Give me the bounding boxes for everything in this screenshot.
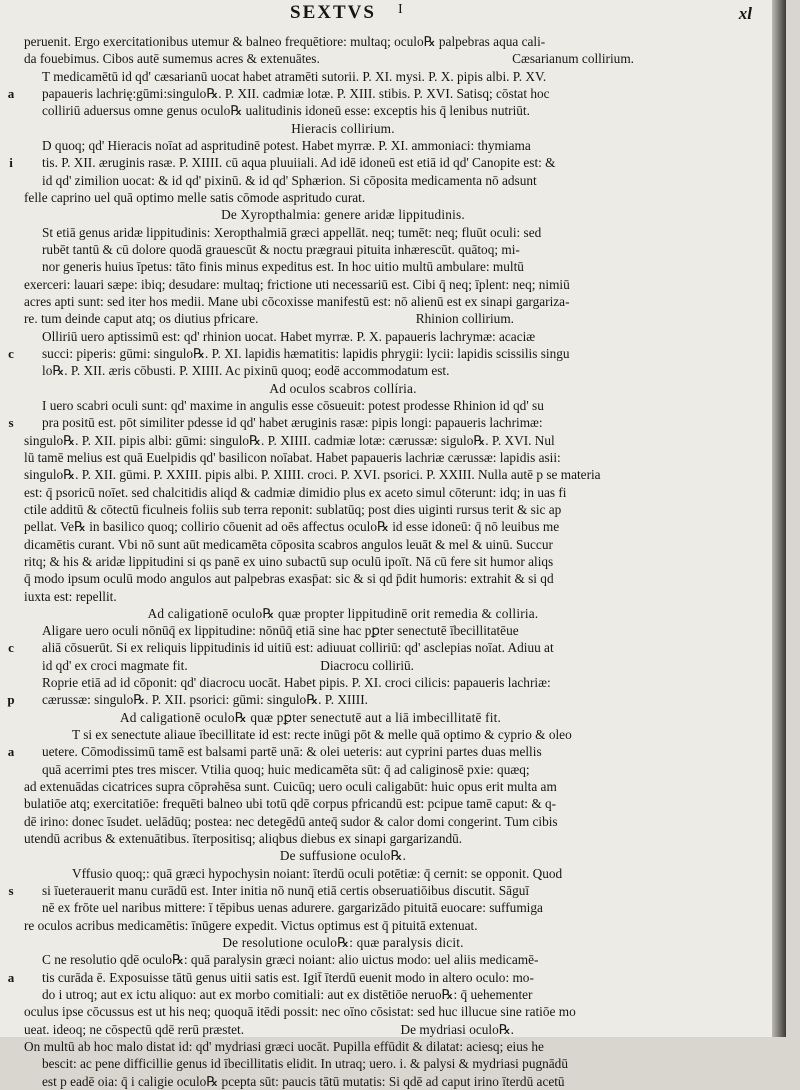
section-heading: De mydriasi oculo℞. bbox=[400, 1021, 514, 1037]
text-block bbox=[7, 33, 662, 1090]
text-line: I uero scabri oculi sunt: qd' maxime in angulis esse cōsueuit: potest prodesse Rhinion id qd' su bbox=[42, 397, 544, 413]
section-heading: Cæsarianum collirium. bbox=[512, 51, 634, 67]
text-line: colliriū aduersus omne genus oculo℞ ualitudinis idoneū esse: exceptis his q̄ lenibus nutriūt. bbox=[42, 103, 530, 119]
margin-letter: a bbox=[7, 744, 15, 760]
text-line: On multū ab hoc malo distat id: qd' mydriasi græci uocāt. Pupilla effūdit & dilatat: aciesq; eius he bbox=[24, 1039, 544, 1055]
text-line: q̄ modo ipsum oculū modo angulos aut palpebras exasp̄at: sic & si qd p̄dit humoris: extrahit & si qd bbox=[24, 571, 554, 587]
text-line-part: aliā cōsuerūt. Si ex reliquis lippitudinis id uitiū est: adiuuat colliriū: qd' asclepias noīat. Adiuu at bbox=[42, 640, 554, 656]
text-line: rubēt tantū & cū dolore quodā grauescūt & noctu prægraui pituita inhærescūt. quātoq; mi- bbox=[42, 241, 520, 257]
text-line: do i utroq; aut ex ictu aliquo: aut ex morbo comitiali: aut ex distētiōe neruo℞: q̄ uehementer bbox=[42, 987, 533, 1003]
section-heading: Ad caligationē oculo℞ quæ propter lippitudinē orit remedia & colliria. bbox=[147, 605, 539, 621]
text-line-part: pra positū est. pōt similiter pdesse id qd' habet æruginis rasæ: pipis longi: papaueris lachrimæ: bbox=[42, 415, 543, 431]
text-line: est: q̄ psoricū noīet. sed chalcitidis aliqd & cadmiæ dimidio plus ex aceto simul cōterunt: idq; in uas fi bbox=[24, 484, 567, 500]
text-line-part: papaueris lachrię:gūmi:singulo℞. P. XII. cadmiæ lotæ. P. XIII. stibis. P. XVI. Satisq; cōstat hoc bbox=[42, 85, 550, 101]
text-line: peruenit. Ergo exercitationibus utemur & balneo frequētiore: multaq; oculo℞ palpebras aqua cali- bbox=[24, 34, 546, 49]
text-line: ctile additū & cōtectū ficulneis foliis sub terra reponit: sublatūq; post dies uiginti rursus terit & sic ap bbox=[24, 501, 562, 517]
text-line-part: ueat. ideoq; ne cōspectū qdē rerū præstet. bbox=[24, 1021, 245, 1037]
text-line: Aligare uero oculi nōnūq̄ ex lippitudine: nōnūq̄ etiā sine hac pꝑter senectutē ībecillitatēue bbox=[42, 623, 519, 639]
book-spine bbox=[772, 0, 786, 1037]
section-heading: Rhinion collirium. bbox=[415, 311, 514, 327]
text-line: ad extenuādas cicatrices supra cōprəhēsa sunt. Cuicūq; uero oculi caligabūt: huic opus erit multa am bbox=[24, 779, 557, 795]
text-line bbox=[7, 969, 662, 986]
margin-letter: p bbox=[7, 692, 15, 708]
text-line: iuxta est: repellit. bbox=[24, 588, 117, 604]
text-line: Olliriū uero aptissimū est: qd' rhinion uocat. Habet myrræ. P. X. papaueris lachrymæ: acaciæ bbox=[42, 328, 536, 344]
section-heading: Hieracis collirium. bbox=[291, 120, 395, 136]
text-line-part: succi: piperis: gūmi: singulo℞. P. XI. lapidis hæmatitis: lapidis phrygii: lycii: lapidis scissilis singu bbox=[42, 345, 570, 361]
text-line-part: si īueterauerit manu curādū est. Inter initia nō nunq̄ etiā certis obseruatiōibus discutit. Sāguī bbox=[42, 883, 530, 899]
text-line bbox=[7, 85, 662, 102]
margin-letter: a bbox=[7, 969, 15, 985]
text-line: nē ex frōte uel naribus mittere: ī tēpibus uenas adurere. gargarizādo pituitā euocare: suffumiga bbox=[42, 900, 543, 916]
text-line: singulo℞. P. XII. pipis albi: gūmi: singulo℞. P. XIIII. cadmiæ lotæ: cærussæ: sigulo℞. P. XVI. Nul bbox=[24, 432, 555, 448]
text-line: T si ex senectute aliaue ībecillitate id est: recte inūgi pōt & melle quā optimo & cyprio & oleo bbox=[72, 727, 572, 743]
section-heading: De suffusione oculo℞. bbox=[279, 848, 407, 864]
text-line bbox=[8, 639, 662, 656]
text-line: dē irino: donec īsudet. uelādūq; postea: nec detegēdū anteq̄ sudor & calor domi congerint. Tum cibis bbox=[24, 813, 558, 829]
text-line-part: uetere. Cōmodissimū tamē est balsami partē unā: & olei ueteris: aut cyprini partes duas mellis bbox=[42, 744, 542, 760]
text-line: re oculos acribus medicamētis: īnūgere expedit. Victus optimus est q̄ pituitā extenuat. bbox=[24, 917, 478, 933]
text-line bbox=[24, 50, 662, 67]
text-line-part: tis. P. XII. æruginis rasæ. P. XIIII. cū aqua pluuiiali. Ad idē idoneū est etiā id qd' Canopite est: & bbox=[42, 155, 556, 171]
text-line: nor generis huius īpetus: tāto finis minus expeditus est. In hoc uitio multū ambulare: multū bbox=[42, 259, 524, 275]
text-line: bulatiōe atq; exercitatiōe: frequēti balneo ubi totū qdē corpus pfricandū est: pcipue tamē caput: & q- bbox=[24, 796, 557, 812]
text-line bbox=[7, 691, 662, 708]
text-line: lo℞. P. XII. æris cōbusti. P. XIIII. Ac pixinū quoq; eodē accommodatum est. bbox=[42, 363, 450, 379]
text-line: felle caprino uel quā optimo melle satis cōmode aspritudo curat. bbox=[24, 189, 366, 205]
text-line bbox=[7, 743, 662, 760]
text-line bbox=[24, 310, 662, 327]
text-line-part: tis curāda ē. Exposuisse tātū genus uitii satis est. Igit̄ īterdū euenit modo in altero oculo: mo- bbox=[42, 969, 534, 985]
running-head-mark: I bbox=[398, 2, 403, 17]
text-line: singulo℞. P. XII. gūmi. P. XXIII. pipis albi. P. XIIII. croci. P. XVI. psorici. P. XXIII. Nulla autē p se materia bbox=[24, 467, 601, 483]
section-heading: Ad oculos scabros collíria. bbox=[269, 380, 417, 396]
text-line: Roprie etiā ad id cōponit: qd' diacrocu uocāt. Habet pipis. P. XI. croci cilicis: papaueris lachriæ: bbox=[42, 675, 551, 691]
margin-letter: a bbox=[7, 85, 15, 101]
text-line: pellat. Ve℞ in basilico quoq; collirio cōuenit ad oēs affectus oculo℞ id esse idoneū: q̄ nō leuibus me bbox=[24, 519, 560, 535]
text-line: acres apti sunt: sed iter hos medii. Mane ubi cōcoxisse manifestū est: nō alienū est ex sinapi gargariza- bbox=[24, 293, 570, 309]
margin-letter: s bbox=[8, 415, 14, 431]
running-head: SEXTVS bbox=[290, 2, 376, 23]
text-line: C ne resolutio qdē oculo℞: quā paralysin græci noiant: alio uictus modo: uel aliis medicamē- bbox=[42, 952, 539, 968]
text-line: T medicamētū id qd' cæsarianū uocat habet atramēti sutorii. P. XI. mysi. P. X. pipis albi. P. XV. bbox=[42, 68, 547, 84]
text-line bbox=[24, 1021, 662, 1038]
text-line: exerceri: lauari sæpe: ibiq; desudare: multaq; frictione uti necessariū est. Cibi q̄ neq; īplent: neq; nimiū bbox=[24, 276, 570, 292]
section-heading: Diacrocu colliriū. bbox=[320, 657, 414, 673]
section-heading: De resolutione oculo℞: quæ paralysis dicit. bbox=[222, 935, 464, 951]
text-line-part: cærussæ: singulo℞. P. XII. psorici: gūmi: singulo℞. P. XIIII. bbox=[42, 692, 368, 708]
text-line: Vffusio quoq;: quā græci hypochysin noiant: īterdū oculi potētiæ: q̄ cernit: se opponit. Quod bbox=[72, 865, 563, 881]
text-line: quā acerrimi ptes tres miscer. Vtilia quoq; huic medicamēta sūt: q̄ ad caliginosē pxie: quæq; bbox=[42, 761, 530, 777]
text-line: D quoq; qd' Hieracis noīat ad aspritudinē potest. Habet myrræ. P. XI. ammoniaci: thymiama bbox=[42, 137, 531, 153]
text-line: oculus ipse cōcussus est ut his neq; quoquā itēdi possit: nec oīno cōsistat: sed huc illucue sine ratiōe mo bbox=[24, 1004, 576, 1020]
text-line-part: da fouebimus. Cibos autē sumemus acres & extenuātes. bbox=[24, 51, 320, 67]
text-line: lū tamē melius est quā Euelpidis qd' basilicon noīabat. Habet papaueris lachriæ cærussæ: lapidis asii: bbox=[24, 449, 561, 465]
text-line: id qd' zimilion uocat: & id qd' pixinū. & id qd' Sphærion. Si cōposita medicamenta nō adsunt bbox=[42, 172, 537, 188]
margin-letter: s bbox=[8, 883, 14, 899]
text-line-part: id qd' ex croci magmate fit. bbox=[42, 657, 188, 673]
margin-letter: i bbox=[9, 155, 13, 171]
text-line bbox=[8, 882, 662, 899]
folio-number: xl bbox=[738, 4, 752, 23]
margin-letter: c bbox=[8, 345, 14, 361]
text-line: St etiā genus aridæ lippitudinis: Xeropthalmiā græci appellāt. neq; tumēt: neq; fluūt oculi: sed bbox=[42, 224, 542, 240]
margin-letter: c bbox=[8, 640, 14, 656]
text-line bbox=[8, 414, 662, 431]
text-line: utendū acribus & extenuātibus. īterpositisq; aliqbus diebus ex sinapi gargarizandū. bbox=[24, 831, 463, 847]
text-line bbox=[9, 154, 662, 171]
text-line: bescit: ac pene difficillie genus id ībecillitatis elidit. In utraq; uero. i. & palysi & mydriasi pugnādū bbox=[42, 1056, 568, 1072]
text-line: est p eadē oia: q̄ i caligie oculo℞ pcepta sūt: paucis tātū mutatis: Si qdē ad caput irino īterdū acetū bbox=[42, 1073, 565, 1089]
text-line: ritq; & his & aridæ lippitudini si qs panē ex uino subactū sup oculū ipoīt. Nā cū fere sit humor aliqs bbox=[24, 553, 554, 569]
text-line bbox=[8, 345, 662, 362]
text-line-part: re. tum deinde caput atq; os diutius pfricare. bbox=[24, 311, 259, 327]
section-heading: Ad caligationē oculo℞ quæ pꝑter senectutē aut a liā imbecillitatē fit. bbox=[120, 709, 502, 725]
section-heading: De Xyropthalmia: genere aridæ lippitudinis. bbox=[221, 207, 465, 223]
text-line: dicamētis curant. Vbi nō sunt aūt medicamēta cōposita scabros angulos leuāt & mel & uinū. Succur bbox=[24, 536, 553, 552]
text-line bbox=[24, 657, 662, 674]
